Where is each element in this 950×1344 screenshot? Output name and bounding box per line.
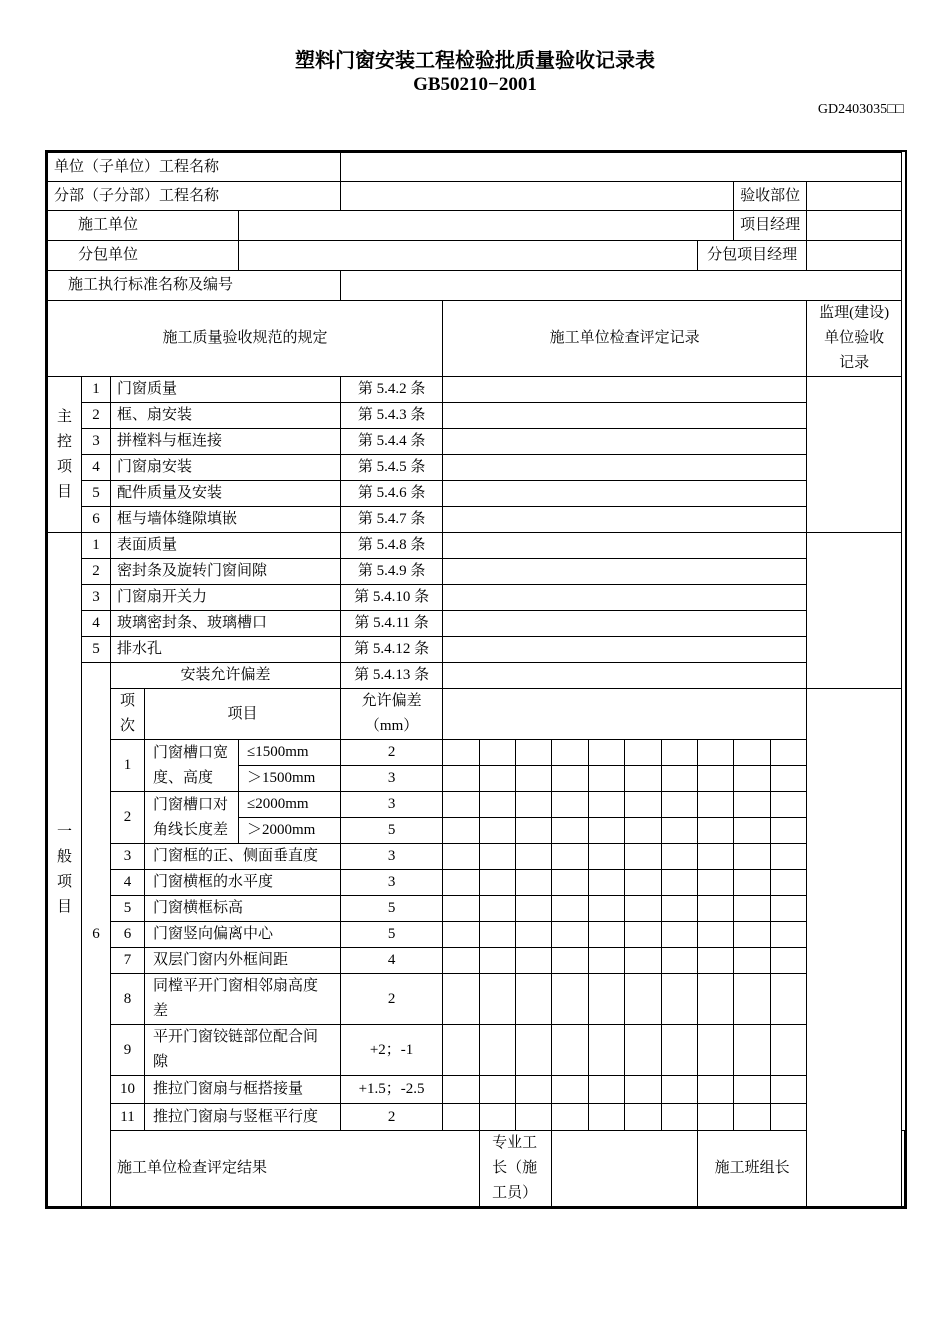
team-leader-label: 施工班组长 xyxy=(698,1131,807,1207)
subcontractor-value[interactable] xyxy=(239,241,698,271)
deviation-row-name-line1: 门窗槽口宽 xyxy=(153,744,229,761)
form-table xyxy=(47,152,905,1207)
measurement-cell[interactable] xyxy=(625,766,662,792)
measurement-cell[interactable] xyxy=(552,974,589,1025)
measurement-cell[interactable] xyxy=(480,766,516,792)
measurement-cell[interactable] xyxy=(734,1025,771,1076)
measurement-cell[interactable] xyxy=(771,1104,807,1131)
measurement-cell[interactable] xyxy=(662,974,698,1025)
measurement-cell[interactable] xyxy=(698,922,734,948)
measurement-cell[interactable] xyxy=(480,870,516,896)
main-item-clause: 第 5.4.3 条 xyxy=(341,403,443,429)
measurement-cell[interactable] xyxy=(480,1025,516,1076)
sub-project-manager-value[interactable] xyxy=(807,241,902,271)
col-tolerance-header-line2: （mm） xyxy=(364,718,419,734)
measurement-cell[interactable] xyxy=(589,766,625,792)
general-item-name: 排水孔 xyxy=(111,637,341,663)
main-group-char-4: 目 xyxy=(56,483,72,500)
standard-code: GB50210−2001 xyxy=(413,74,537,95)
col-tolerance-header-line1: 允许偏差 xyxy=(361,693,422,709)
supervisor-header-line1: 监理(建设) xyxy=(819,305,890,321)
measurement-cell[interactable] xyxy=(662,1104,698,1131)
main-item-name: 配件质量及安装 xyxy=(111,481,341,507)
measurement-cell[interactable] xyxy=(480,1076,516,1104)
measurement-cell[interactable] xyxy=(625,792,662,818)
measurement-cell[interactable] xyxy=(443,870,480,896)
spec-header: 施工质量验收规范的规定 xyxy=(48,301,443,377)
main-item-clause: 第 5.4.7 条 xyxy=(341,507,443,533)
main-item-clause: 第 5.4.4 条 xyxy=(341,429,443,455)
measurement-cell[interactable] xyxy=(589,818,625,844)
measurement-cell[interactable] xyxy=(516,1104,552,1131)
measurement-cell[interactable] xyxy=(552,1025,589,1076)
measurement-cell[interactable] xyxy=(698,766,734,792)
measurement-cell[interactable] xyxy=(625,974,662,1025)
document-title xyxy=(0,48,950,96)
measurement-cell[interactable] xyxy=(625,870,662,896)
acceptance-part-label: 验收部位 xyxy=(734,182,807,211)
measurement-cell[interactable] xyxy=(552,870,589,896)
measurement-cell[interactable] xyxy=(698,844,734,870)
measurement-cell[interactable] xyxy=(480,896,516,922)
deviation-row-no: 5 xyxy=(111,896,145,922)
deviation-row-name xyxy=(145,792,239,844)
measurement-cell[interactable] xyxy=(662,922,698,948)
measurement-cell[interactable] xyxy=(771,766,807,792)
main-supervisor-record[interactable] xyxy=(807,377,902,533)
deviation-condition: ≤2000mm xyxy=(239,792,341,818)
general-item-record[interactable] xyxy=(443,533,807,559)
measurement-cell[interactable] xyxy=(516,974,552,1025)
measurement-cell[interactable] xyxy=(734,1104,771,1131)
main-item-name: 拼樘料与框连接 xyxy=(111,429,341,455)
measurement-cell[interactable] xyxy=(589,948,625,974)
general-item-clause: 第 5.4.8 条 xyxy=(341,533,443,559)
measurement-cell[interactable] xyxy=(552,948,589,974)
measurement-cell[interactable] xyxy=(443,818,480,844)
main-item-record[interactable] xyxy=(443,429,807,455)
general-item-record[interactable] xyxy=(443,585,807,611)
measurement-cell[interactable] xyxy=(589,974,625,1025)
main-item-record[interactable] xyxy=(443,481,807,507)
measurement-cell[interactable] xyxy=(698,948,734,974)
measurement-cell[interactable] xyxy=(589,870,625,896)
measurement-cell[interactable] xyxy=(443,1025,480,1076)
deviation-row-name: 门窗竖向偏离中心 xyxy=(145,922,341,948)
measurement-cell[interactable] xyxy=(734,870,771,896)
measurement-cell[interactable] xyxy=(771,1025,807,1076)
measurement-cell[interactable] xyxy=(625,922,662,948)
main-item-name: 框、扇安装 xyxy=(111,403,341,429)
deviation-row-no: 7 xyxy=(111,948,145,974)
measurement-cell[interactable] xyxy=(552,896,589,922)
supervisor-header xyxy=(807,301,902,377)
col-no-header-line1: 项 xyxy=(119,693,135,709)
general-item-no: 2 xyxy=(82,559,111,585)
measurement-cell[interactable] xyxy=(662,1076,698,1104)
acceptance-part-value[interactable] xyxy=(807,182,902,211)
main-item-record[interactable] xyxy=(443,403,807,429)
deviation-tolerance: 2 xyxy=(341,1104,443,1131)
measurement-cell[interactable] xyxy=(771,896,807,922)
deviation-tolerance: 3 xyxy=(341,844,443,870)
measurement-cell[interactable] xyxy=(443,740,480,766)
measurement-cell[interactable] xyxy=(443,766,480,792)
deviation-row-name: 门窗横框的水平度 xyxy=(145,870,341,896)
deviation-row-no: 3 xyxy=(111,844,145,870)
measurement-cell[interactable] xyxy=(662,766,698,792)
deviation-clause: 第 5.4.13 条 xyxy=(341,663,443,689)
main-item-record[interactable] xyxy=(443,507,807,533)
general-item-name: 门窗扇开关力 xyxy=(111,585,341,611)
measurement-cell[interactable] xyxy=(698,1025,734,1076)
measurement-cell[interactable] xyxy=(698,740,734,766)
col-item-header: 项目 xyxy=(145,689,341,740)
measurement-cell[interactable] xyxy=(734,844,771,870)
measurement-cell[interactable] xyxy=(625,818,662,844)
general-item-record[interactable] xyxy=(443,637,807,663)
deviation-tolerance: 3 xyxy=(341,792,443,818)
main-item-no: 4 xyxy=(82,455,111,481)
main-item-name: 门窗质量 xyxy=(111,377,341,403)
deviation-tolerance: +2；-1 xyxy=(341,1025,443,1076)
contractor-label: 施工单位 xyxy=(48,211,239,241)
measurement-cell[interactable] xyxy=(734,948,771,974)
measurement-cell[interactable] xyxy=(589,844,625,870)
deviation-row-name xyxy=(145,974,341,1025)
main-item-record[interactable] xyxy=(443,377,807,403)
project-manager-label: 项目经理 xyxy=(734,211,807,241)
measurement-cell[interactable] xyxy=(443,948,480,974)
measurement-cell[interactable] xyxy=(516,870,552,896)
measurement-cell[interactable] xyxy=(480,1104,516,1131)
measurement-cell[interactable] xyxy=(771,740,807,766)
deviation-tolerance: 5 xyxy=(341,818,443,844)
deviation-row-name-line2: 角线长度差 xyxy=(153,821,229,838)
measurement-cell[interactable] xyxy=(734,766,771,792)
main-item-clause: 第 5.4.5 条 xyxy=(341,455,443,481)
measurement-cell[interactable] xyxy=(734,792,771,818)
general-item-clause: 第 5.4.12 条 xyxy=(341,637,443,663)
measurement-cell[interactable] xyxy=(771,948,807,974)
deviation-row-name xyxy=(145,1025,341,1076)
measurement-cell[interactable] xyxy=(480,818,516,844)
measurement-cell[interactable] xyxy=(771,1076,807,1104)
general-item-clause: 第 5.4.10 条 xyxy=(341,585,443,611)
general-group-char-3: 项 xyxy=(56,873,72,890)
measurement-cell[interactable] xyxy=(552,922,589,948)
main-item-no: 1 xyxy=(82,377,111,403)
deviation-condition: ＞2000mm xyxy=(239,818,341,844)
contractor-value[interactable] xyxy=(239,211,734,241)
main-group-char-1: 主 xyxy=(56,408,72,425)
measurement-cell[interactable] xyxy=(480,922,516,948)
measurement-cell[interactable] xyxy=(552,792,589,818)
sub-project-manager-label: 分包项目经理 xyxy=(698,241,807,271)
measurement-cell[interactable] xyxy=(771,792,807,818)
deviation-row-name: 门窗横框标高 xyxy=(145,896,341,922)
general-group-char-1: 一 xyxy=(56,823,72,840)
main-item-no: 6 xyxy=(82,507,111,533)
deviation-record[interactable] xyxy=(443,663,807,689)
measurement-cell[interactable] xyxy=(516,818,552,844)
standard-name-value[interactable] xyxy=(341,271,902,301)
measurement-cell[interactable] xyxy=(698,870,734,896)
general-group-char-4: 目 xyxy=(56,898,72,915)
main-group-char-2: 控 xyxy=(56,433,72,450)
measurement-cell[interactable] xyxy=(734,922,771,948)
measurement-cell[interactable] xyxy=(516,1025,552,1076)
measurement-cell[interactable] xyxy=(589,1104,625,1131)
general-supervisor-record[interactable] xyxy=(807,533,902,689)
deviation-row-name xyxy=(145,740,239,792)
measurement-cell[interactable] xyxy=(443,844,480,870)
measurement-cell[interactable] xyxy=(734,974,771,1025)
measurement-cell[interactable] xyxy=(552,740,589,766)
main-item-clause: 第 5.4.6 条 xyxy=(341,481,443,507)
measurement-cell[interactable] xyxy=(698,792,734,818)
deviation-row-name-line2: 差 xyxy=(153,1003,169,1019)
deviation-row-name-line2: 隙 xyxy=(153,1054,169,1070)
deviation-tolerance: 4 xyxy=(341,948,443,974)
measurement-cell[interactable] xyxy=(698,818,734,844)
deviation-row-name: 推拉门窗扇与框搭接量 xyxy=(145,1076,341,1104)
measurement-cell[interactable] xyxy=(662,740,698,766)
main-item-clause: 第 5.4.2 条 xyxy=(341,377,443,403)
deviation-tolerance: 3 xyxy=(341,870,443,896)
supervisor-header-line3: 记录 xyxy=(839,355,870,371)
deviation-row-no: 10 xyxy=(111,1076,145,1104)
deviation-tolerance: 5 xyxy=(341,922,443,948)
measurement-cell[interactable] xyxy=(480,844,516,870)
measurement-cell[interactable] xyxy=(480,740,516,766)
general-item-clause: 第 5.4.9 条 xyxy=(341,559,443,585)
measurement-cell[interactable] xyxy=(589,1025,625,1076)
general-item-clause: 第 5.4.11 条 xyxy=(341,611,443,637)
measurement-cell[interactable] xyxy=(625,1076,662,1104)
deviation-tolerance: 2 xyxy=(341,740,443,766)
measurement-cell[interactable] xyxy=(771,974,807,1025)
general-item-no: 4 xyxy=(82,611,111,637)
deviation-tolerance: 2 xyxy=(341,974,443,1025)
measurement-cell[interactable] xyxy=(662,818,698,844)
deviation-row-no: 1 xyxy=(111,740,145,792)
col-tolerance-header xyxy=(341,689,443,740)
project-manager-value[interactable] xyxy=(807,211,902,241)
deviation-condition: ＞1500mm xyxy=(239,766,341,792)
deviation-tolerance: 5 xyxy=(341,896,443,922)
supervisor-header-line2: 单位验收 xyxy=(824,330,885,346)
measurement-cell[interactable] xyxy=(480,948,516,974)
subcontractor-label: 分包单位 xyxy=(48,241,239,271)
deviation-row-name: 推拉门窗扇与竖框平行度 xyxy=(145,1104,341,1131)
main-item-record[interactable] xyxy=(443,455,807,481)
measurement-cell[interactable] xyxy=(662,1025,698,1076)
measurement-cell[interactable] xyxy=(734,740,771,766)
measurement-cell[interactable] xyxy=(516,896,552,922)
deviation-row-name-line2: 度、高度 xyxy=(153,769,214,786)
deviation-condition: ≤1500mm xyxy=(239,740,341,766)
main-item-no: 5 xyxy=(82,481,111,507)
measurement-cell[interactable] xyxy=(589,896,625,922)
measurement-cell[interactable] xyxy=(443,792,480,818)
measurement-cell[interactable] xyxy=(516,1076,552,1104)
measurement-cell[interactable] xyxy=(443,922,480,948)
deviation-row-no: 11 xyxy=(111,1104,145,1131)
general-group-label xyxy=(48,533,82,1207)
measurement-cell[interactable] xyxy=(552,1104,589,1131)
inspection-form xyxy=(45,150,907,1209)
measurement-cell[interactable] xyxy=(625,1025,662,1076)
measurement-cell[interactable] xyxy=(662,792,698,818)
result-label: 施工单位检查评定结果 xyxy=(111,1131,480,1207)
general-item-record[interactable] xyxy=(443,559,807,585)
general-item-no: 5 xyxy=(82,637,111,663)
measurement-cell[interactable] xyxy=(734,896,771,922)
general-item-name: 密封条及旋转门窗间隙 xyxy=(111,559,341,585)
general-item-record[interactable] xyxy=(443,611,807,637)
deviation-row-no: 8 xyxy=(111,974,145,1025)
measurement-cell[interactable] xyxy=(443,896,480,922)
measurement-cell[interactable] xyxy=(552,766,589,792)
measurement-cell[interactable] xyxy=(734,1076,771,1104)
deviation-row-name: 双层门窗内外框间距 xyxy=(145,948,341,974)
deviation-row-name-line1: 平开门窗铰链部位配合间 xyxy=(153,1029,319,1045)
measurement-cell[interactable] xyxy=(552,844,589,870)
measurement-cell[interactable] xyxy=(589,740,625,766)
deviation-row-name: 门窗框的正、侧面垂直度 xyxy=(145,844,341,870)
deviation-row-no: 9 xyxy=(111,1025,145,1076)
main-item-no: 3 xyxy=(82,429,111,455)
general-group-char-2: 般 xyxy=(56,848,72,865)
measurement-cell[interactable] xyxy=(516,740,552,766)
general-item-no: 1 xyxy=(82,533,111,559)
measurement-cell[interactable] xyxy=(662,870,698,896)
measurement-cell[interactable] xyxy=(771,818,807,844)
sub-project-label: 分部（子分部）工程名称 xyxy=(48,182,341,211)
measurement-cell[interactable] xyxy=(662,948,698,974)
measurement-cell[interactable] xyxy=(771,870,807,896)
deviation-header-record[interactable] xyxy=(443,689,807,740)
general-item-name: 表面质量 xyxy=(111,533,341,559)
measurement-cell[interactable] xyxy=(662,896,698,922)
deviation-no: 6 xyxy=(82,663,111,1207)
measurement-cell[interactable] xyxy=(443,974,480,1025)
measurement-cell[interactable] xyxy=(698,974,734,1025)
deviation-row-name-line1: 门窗槽口对 xyxy=(153,796,229,813)
measurement-cell[interactable] xyxy=(771,844,807,870)
measurement-cell[interactable] xyxy=(698,1104,734,1131)
deviation-title: 安装允许偏差 xyxy=(111,663,341,689)
measurement-cell[interactable] xyxy=(625,896,662,922)
main-group-char-3: 项 xyxy=(56,458,72,475)
measurement-cell[interactable] xyxy=(662,844,698,870)
deviation-supervisor-record[interactable] xyxy=(807,689,902,1207)
measurement-cell[interactable] xyxy=(625,844,662,870)
standard-name-label: 施工执行标准名称及编号 xyxy=(48,271,341,301)
deviation-row-no: 2 xyxy=(111,792,145,844)
col-no-header xyxy=(111,689,145,740)
deviation-row-name-line1: 同樘平开门窗相邻扇高度 xyxy=(153,978,319,994)
measurement-cell[interactable] xyxy=(516,844,552,870)
measurement-cell[interactable] xyxy=(552,1076,589,1104)
measurement-cell[interactable] xyxy=(589,1076,625,1104)
measurement-cell[interactable] xyxy=(589,792,625,818)
deviation-tolerance: 3 xyxy=(341,766,443,792)
title-text: 塑料门窗安装工程检验批质量验收记录表 xyxy=(295,50,655,72)
unit-project-label: 单位（子单位）工程名称 xyxy=(48,153,341,182)
measurement-cell[interactable] xyxy=(625,1104,662,1131)
team-leader-value[interactable] xyxy=(902,1131,905,1207)
measurement-cell[interactable] xyxy=(625,740,662,766)
measurement-cell[interactable] xyxy=(516,922,552,948)
contractor-record-header: 施工单位检查评定记录 xyxy=(443,301,807,377)
deviation-tolerance: +1.5；-2.5 xyxy=(341,1076,443,1104)
main-item-no: 2 xyxy=(82,403,111,429)
measurement-cell[interactable] xyxy=(771,922,807,948)
main-item-name: 门窗扇安装 xyxy=(111,455,341,481)
deviation-row-no: 4 xyxy=(111,870,145,896)
main-group-label xyxy=(48,377,82,533)
measurement-cell[interactable] xyxy=(589,922,625,948)
general-item-no: 3 xyxy=(82,585,111,611)
foreman-value[interactable] xyxy=(552,1131,698,1207)
form-code: GD2403035□□ xyxy=(817,102,904,117)
measurement-cell[interactable] xyxy=(443,1104,480,1131)
measurement-cell[interactable] xyxy=(698,1076,734,1104)
foreman-label: 专业工长（施工员） xyxy=(480,1131,552,1207)
measurement-cell[interactable] xyxy=(443,1076,480,1104)
general-item-name: 玻璃密封条、玻璃槽口 xyxy=(111,611,341,637)
sub-project-value[interactable] xyxy=(341,182,734,211)
measurement-cell[interactable] xyxy=(516,948,552,974)
measurement-cell[interactable] xyxy=(698,896,734,922)
measurement-cell[interactable] xyxy=(625,948,662,974)
main-item-name: 框与墙体缝隙填嵌 xyxy=(111,507,341,533)
deviation-row-no: 6 xyxy=(111,922,145,948)
measurement-cell[interactable] xyxy=(734,818,771,844)
col-no-header-line2: 次 xyxy=(119,718,135,734)
measurement-cell[interactable] xyxy=(516,792,552,818)
measurement-cell[interactable] xyxy=(480,974,516,1025)
unit-project-value[interactable] xyxy=(341,153,902,182)
measurement-cell[interactable] xyxy=(516,766,552,792)
measurement-cell[interactable] xyxy=(552,818,589,844)
measurement-cell[interactable] xyxy=(480,792,516,818)
